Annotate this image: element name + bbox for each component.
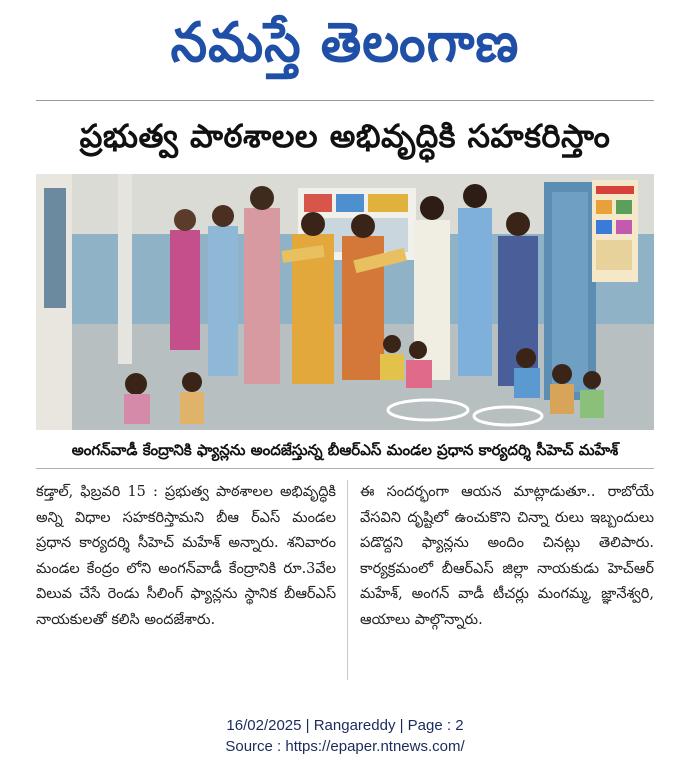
article-column-left (36, 480, 336, 634)
photo-illustration (36, 174, 654, 430)
article-paragraph-1: కడ్తాల్, ఫిబ్రవరి 15 : ప్రభుత్వ పాఠశాలల అభివృద్ధికి అన్ని విధాల సహకరిస్తామని బీఆ ర్‌ఎస్ మండల ప్రధాన కార్యదర్శి సీహెచ్ మహేశ్ అన్నారు. శనివారం మండల కేంద్రం లోని అంగన్‌వాడీ కేంద్రానికి రూ.3వేల విలువ చేసే రెండు సీలింగ్ ఫ్యాన్లను స్థానిక బీఆర్‌ఎస్ నాయకులతో కలిసి అందజేశారు. (36, 484, 336, 628)
article-column-right (360, 480, 654, 634)
footer-source: Source : https://epaper.ntnews.com/ (225, 738, 465, 755)
photo-caption: అంగన్‌వాడీ కేంద్రానికి ఫ్యాన్లను అందజేస్తున్న బీఆర్‌ఎస్ మండల ప్రధాన కార్యదర్శి సీహెచ్ మహేశ్ (71, 441, 619, 459)
masthead-title: నమస్తే తెలంగాణ (170, 11, 520, 75)
footer-date-edition: 16/02/2025 | Rangareddy | Page : 2 (226, 717, 464, 734)
caption-divider (36, 468, 654, 469)
article-paragraph-2: ఈ సందర్భంగా ఆయన మాట్లాడుతూ.. రాబోయే వేసవిని దృష్టిలో ఉంచుకొని చిన్నా రులు ఇబ్బందులు పడొద్దని ఫ్యాన్లను అందిం చినట్లు తెలిపారు. కార్యక్రమంలో బీఆర్‌ఎస్ జిల్లా నాయకుడు హెచ్‌ఆర్ మహేశ్, అంగన్ వాడీ టీచర్లు మంగమ్మ, జ్ఞానేశ్వరి, ఆయాలు పాల్గొన్నారు. (360, 484, 654, 628)
article-headline: ప్రభుత్వ పాఠశాలల అభివృద్ధికి సహకరిస్తాం (79, 117, 611, 155)
article-photo (36, 174, 654, 430)
masthead-divider (36, 100, 654, 101)
column-divider (347, 480, 348, 680)
newspaper-masthead (0, 6, 690, 80)
